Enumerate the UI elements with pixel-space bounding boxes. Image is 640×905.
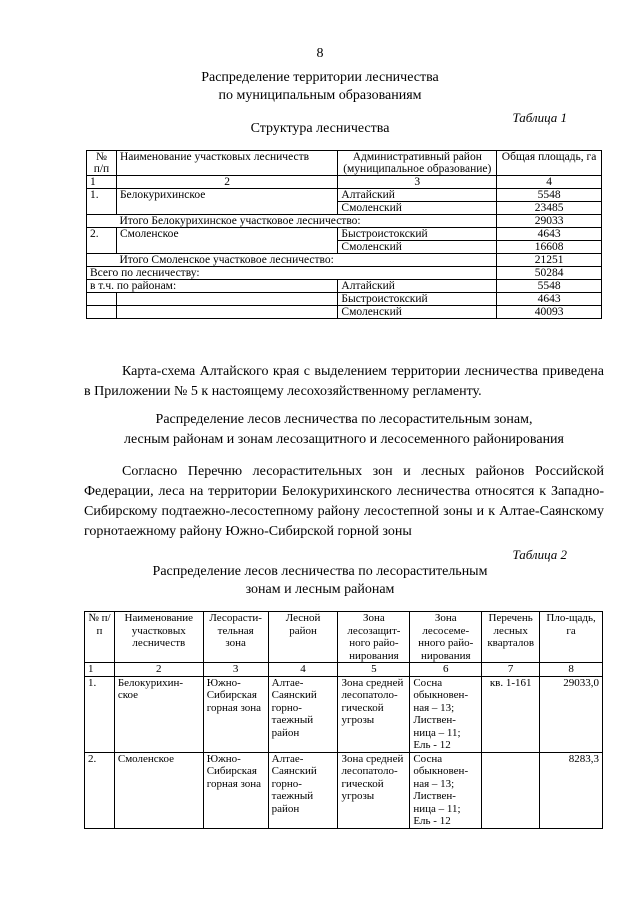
header-cell: № п/п: [85, 612, 115, 663]
cell: [87, 306, 117, 319]
header-cell: Наименование участковых лесничеств: [114, 612, 203, 663]
table-row: [87, 189, 602, 202]
cell: 29033,0: [540, 676, 603, 752]
table2-title: [0, 563, 640, 599]
header-cell: Перечень лесных кварталов: [482, 612, 540, 663]
cell: Сосна обыкновен-ная – 13; Листвен-ница – 11; Ель - 12: [410, 752, 482, 828]
cell: Смоленское: [116, 228, 337, 254]
table-row: [87, 306, 602, 319]
heading-line: Распределение территории лесничества: [201, 70, 439, 85]
cell: 1.: [87, 189, 117, 215]
table-colnum-row: [87, 176, 602, 189]
colnum-cell: 3: [338, 176, 497, 189]
table-row: [87, 293, 602, 306]
cell: Белокурихин-ское: [114, 676, 203, 752]
cell: [87, 215, 117, 228]
table-row: [87, 267, 602, 280]
forest-zones-table: [84, 611, 603, 829]
table-row: [87, 280, 602, 293]
table-row: [85, 752, 603, 828]
colnum-cell: 1: [85, 663, 115, 677]
cell: 40093: [497, 306, 602, 319]
table1-title: Структура лесничества: [250, 121, 390, 136]
header-cell: Зона лесозащит-ного райо-нирования: [338, 612, 410, 663]
cell: [87, 254, 117, 267]
heading-line: Распределение лесов лесничества по лесорастительным: [152, 564, 488, 579]
colnum-cell: 4: [268, 663, 338, 677]
cell: Итого Белокурихинское участковое лесничество:: [116, 215, 496, 228]
cell: Алтайский: [338, 189, 497, 202]
cell: Белокурихинское: [116, 189, 337, 215]
table1-label: Таблица 1: [512, 110, 567, 125]
table-row: [85, 676, 603, 752]
cell: [482, 752, 540, 828]
colnum-cell: 8: [540, 663, 603, 677]
header-cell: Общая площадь, га: [497, 151, 602, 176]
cell: Смоленский: [338, 241, 497, 254]
cell: Алтае-Саянский горно-таежный район: [268, 752, 338, 828]
cell: Южно-Сибирская горная зона: [203, 676, 268, 752]
colnum-cell: 1: [87, 176, 117, 189]
colnum-cell: 7: [482, 663, 540, 677]
cell: Быстроистокский: [338, 228, 497, 241]
header-cell: Наименование участковых лесничеств: [116, 151, 337, 176]
cell: кв. 1-161: [482, 676, 540, 752]
colnum-cell: 5: [338, 663, 410, 677]
cell: Зона средней лесопатоло-гической угрозы: [338, 752, 410, 828]
cell: 23485: [497, 202, 602, 215]
heading-line: лесным районам и зонам лесозащитного и лесосеменного районирования: [124, 432, 564, 447]
colnum-cell: 3: [203, 663, 268, 677]
section-heading-zones: [70, 410, 618, 450]
map-scheme-paragraph: Карта-схема Алтайского края с выделением территории лесничества приведена в Приложении № 5 к настоящему лесохозяйственному регламенту.: [84, 364, 604, 399]
cell: Быстроистокский: [338, 293, 497, 306]
colnum-cell: 6: [410, 663, 482, 677]
cell: 16608: [497, 241, 602, 254]
cell: в т.ч. по районам:: [87, 280, 338, 293]
cell: 4643: [497, 293, 602, 306]
header-cell: № п/п: [87, 151, 117, 176]
colnum-cell: 4: [497, 176, 602, 189]
heading-line: по муниципальным образованиям: [218, 88, 422, 103]
section-heading-territory: [0, 69, 640, 105]
cell: 50284: [497, 267, 602, 280]
cell: 21251: [497, 254, 602, 267]
cell: 4643: [497, 228, 602, 241]
cell: Сосна обыкновен-ная – 13; Листвен-ница – 11; Ель - 12: [410, 676, 482, 752]
forestry-structure-table: [86, 150, 602, 319]
colnum-cell: 2: [116, 176, 337, 189]
header-cell: Зона лесосеме-нного райо-нирования: [410, 612, 482, 663]
cell: Смоленское: [114, 752, 203, 828]
cell: Алтайский: [338, 280, 497, 293]
table-header-row: [87, 151, 602, 176]
cell: Итого Смоленское участковое лесничество:: [116, 254, 496, 267]
zones-paragraph: Согласно Перечню лесорастительных зон и лесных районов Российской Федерации, леса на территории Белокурихинского лесничества относятся к Западно-Сибирскому подтаежно-лесостепному району лесостепной зоны и к Алтае-Саянскому горнотаежному району Южно-Сибирской горной зоны: [84, 464, 604, 539]
table-row: [87, 254, 602, 267]
cell: 29033: [497, 215, 602, 228]
table-row: [87, 215, 602, 228]
table-colnum-row: [85, 663, 603, 677]
cell: 5548: [497, 189, 602, 202]
table2-label: Таблица 2: [512, 547, 567, 562]
cell: Алтае-Саянский горно-таежный район: [268, 676, 338, 752]
cell: [116, 306, 337, 319]
table-header-row: [85, 612, 603, 663]
colnum-cell: 2: [114, 663, 203, 677]
cell: Смоленский: [338, 306, 497, 319]
cell: 2.: [85, 752, 115, 828]
cell: 1.: [85, 676, 115, 752]
heading-line: зонам и лесным районам: [245, 582, 395, 597]
header-cell: Лесорасти-тельная зона: [203, 612, 268, 663]
cell: Зона средней лесопатоло-гической угрозы: [338, 676, 410, 752]
cell: Всего по лесничеству:: [87, 267, 497, 280]
cell: 5548: [497, 280, 602, 293]
header-cell: Пло-щадь, га: [540, 612, 603, 663]
cell: 2.: [87, 228, 117, 254]
heading-line: Распределение лесов лесничества по лесорастительным зонам,: [155, 412, 533, 427]
cell: 8283,3: [540, 752, 603, 828]
page-number: 8: [316, 46, 324, 61]
cell: [116, 293, 337, 306]
cell: [87, 293, 117, 306]
table-row: [87, 228, 602, 241]
header-cell: Лесной район: [268, 612, 338, 663]
cell: Южно-Сибирская горная зона: [203, 752, 268, 828]
cell: Смоленский: [338, 202, 497, 215]
header-cell: Административный район (муниципальное образование): [338, 151, 497, 176]
